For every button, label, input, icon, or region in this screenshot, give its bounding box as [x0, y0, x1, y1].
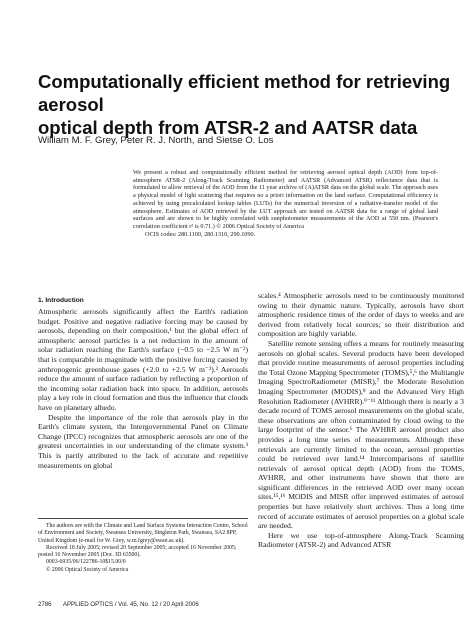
- paragraph: scales.⁴ Atmospheric aerosols need to be continuously monitored owing to their dynamic nature. Typically, aerosols have short atmospheric residence times of the order of days to weeks and are derived from relatively local sources; so their distribution and composition are highly variable.: [258, 291, 464, 339]
- right-column: [258, 291, 464, 550]
- title-line-2: optical depth from ATSR-2 and AATSR data: [38, 117, 418, 138]
- left-column: [38, 297, 248, 470]
- abstract-text: We present a robust and computationally efficient method for retrieving aerosol optical depth (AOD) from top-of-atmosphere ATSR-2 (Along-Track Scanning Radiometer) and AATSR (Advanced ATSR) reflectance data that is formulated to allow retrieval of the AOD from the 11 year archive of (A)ATSR data on the global scale. The approach uses a physical model of light scattering that requires no a priori information on the land surface. Computational efficiency is achieved by using precalculated lookup tables (LUTs) for the numerical inversion of a radiative-transfer model of the atmosphere. Estimates of AOD retrieved by the LUT approach are tested on AATSR data for a range of global land surfaces and are shown to be highly correlated with sunphotometer measurements of the AOD at 550 nm. (Pearson's correlation coefficient r² is 0.71.) © 2006 Optical Society of America: [133, 169, 438, 230]
- footnotes: [38, 518, 248, 574]
- ocis-codes: OCIS codes: 280.1100, 280.1310, 290.1090.: [145, 230, 256, 238]
- paper-title: [38, 70, 458, 139]
- journal-info: APPLIED OPTICS / Vol. 45, No. 12 / 20 April 2006: [62, 601, 199, 608]
- page-footer: [38, 601, 464, 608]
- page-number: 2786: [38, 601, 52, 608]
- paragraph: Atmospheric aerosols significantly affect the Earth's radiation budget. Positive and negative radiative forcing may be caused by aerosols, depending on their composition,¹ but the global effect of atmospheric aerosol particles is a net reduction in the amount of solar radiation reaching the Earth's surface (−0.5 to −2.5 W m⁻²) that is comparable in magnitude with the positive forcing caused by anthropogenic greenhouse gases (+2.0 to +2.5 W m⁻²).² Aerosols reduce the amount of surface radiation by reflecting a proportion of the incoming solar radiation back into space. In addition, aerosols play a key role in cloud formation and thus the influence that clouds have on planetary albedo.: [38, 307, 248, 412]
- paragraph: Satellite remote sensing offers a means for routinely measuring aerosols on global scales. Several products have been developed that provide routine measurements of aerosol properties including the Total Ozone Mapping Spectrometer (TOMS),⁵,⁶ the Multiangle Imaging SpectroRadiometer (MISR),⁷ the Moderate Resolution Imaging Spectrometer (MODIS),⁸ and the Advanced Very High Resolution Radiometer (AVHRR).⁹⁻¹¹ Although there is nearly a 3 decade record of TOMS aerosol measurements on the global scale, these observations are often contaminated by cloud owing to the large footprint of the sensor.⁶ The AVHRR aerosol product also provides a long time series of measurements. Although these retrievals are currently limited to the ocean, aerosol properties could be retrieved over land.¹⁴ Intercomparisons of satellite retrievals of aerosol optical depth (AOD) from the TOMS, AVHRR, and other instruments have shown that there are significant differences in the retrieved AOD over many ocean sites.¹⁵,¹⁶ MODIS and MISR offer improved estimates of aerosol properties but have relatively short archives. Thus a long time record of accurate estimates of aerosol properties on a global scale are needed.: [258, 338, 464, 531]
- footnote-doi: 0003-6935/06/122786-10$15.00/0: [46, 559, 126, 566]
- author-list: William M. F. Grey, Peter R. J. North, and Sietse O. Los: [38, 135, 274, 146]
- footnote-received: Received 18 July 2005; revised 20 September 2005; accepted 16 November 2005; posted 16 November 2005 (Doc. ID 63500).: [38, 544, 237, 559]
- section-heading: 1. Introduction: [38, 297, 84, 304]
- footnote-affiliation: The authors are with the Climate and Land Surface Systems Interaction Centre, School of Environment and Society, Swansea University, Singleton Park, Swansea, SA2 8PP, United Kingdom (e-mail for W. Grey, w.m.fgrey@swan.ac.uk).: [38, 523, 248, 544]
- footnote-copyright: © 2006 Optical Society of America: [46, 566, 129, 573]
- paragraph: Here we use top-of-atmosphere Along-Track Scanning Radiometer (ATSR-2) and Advanced ATSR: [258, 530, 464, 550]
- title-line-1: Computationally efficient method for retrieving aerosol: [38, 71, 451, 115]
- abstract: [133, 169, 438, 238]
- paragraph: Despite the importance of the role that aerosols play in the Earth's climate system, the Intergovernmental Panel on Climate Change (IPCC) recognizes that atmospheric aerosols are one of the greatest uncertainties in our understanding of the climate system.³ This is partly attributed to the lack of accurate and repetitive measurements on global: [38, 412, 248, 470]
